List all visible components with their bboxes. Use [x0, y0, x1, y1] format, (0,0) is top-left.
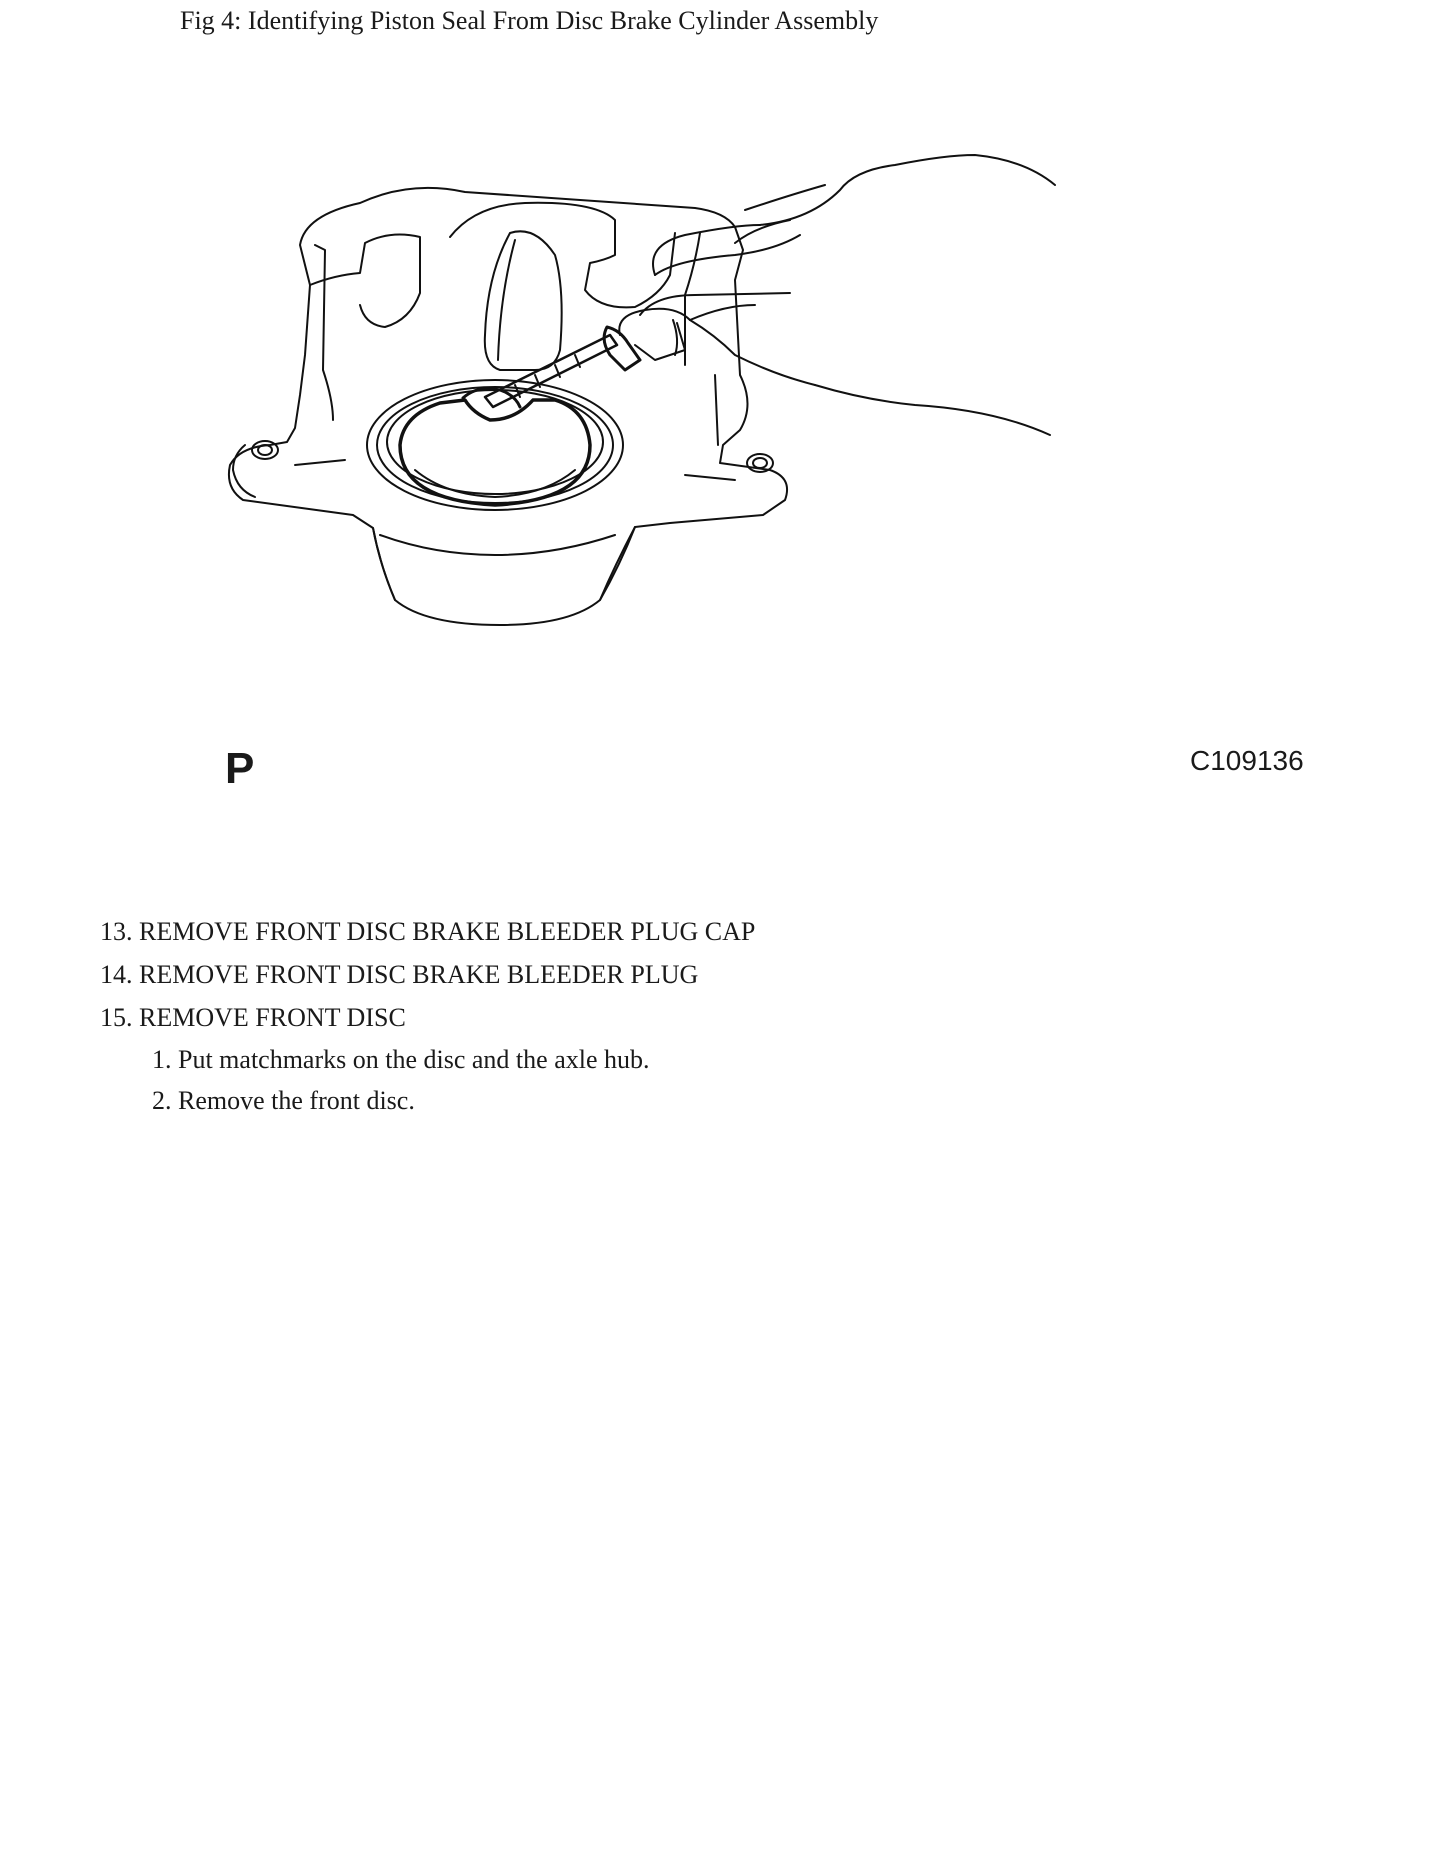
procedure-steps [100, 910, 755, 1121]
figure-code: C109136 [1190, 745, 1304, 776]
step-15-substeps [100, 1039, 755, 1121]
step-13: 13. REMOVE FRONT DISC BRAKE BLEEDER PLUG CAP [100, 917, 756, 946]
substep-2: 2. Remove the front disc. [152, 1086, 415, 1115]
step-15 [100, 996, 755, 1121]
caliper-illustration [215, 145, 1325, 805]
step-14: 14. REMOVE FRONT DISC BRAKE BLEEDER PLUG [100, 960, 699, 989]
figure-marker: P [225, 744, 255, 793]
step-15-label: 15. REMOVE FRONT DISC [100, 1003, 406, 1032]
substep-1: 1. Put matchmarks on the disc and the axle hub. [152, 1045, 650, 1074]
figure-caption: Fig 4: Identifying Piston Seal From Disc Brake Cylinder Assembly [180, 6, 879, 35]
